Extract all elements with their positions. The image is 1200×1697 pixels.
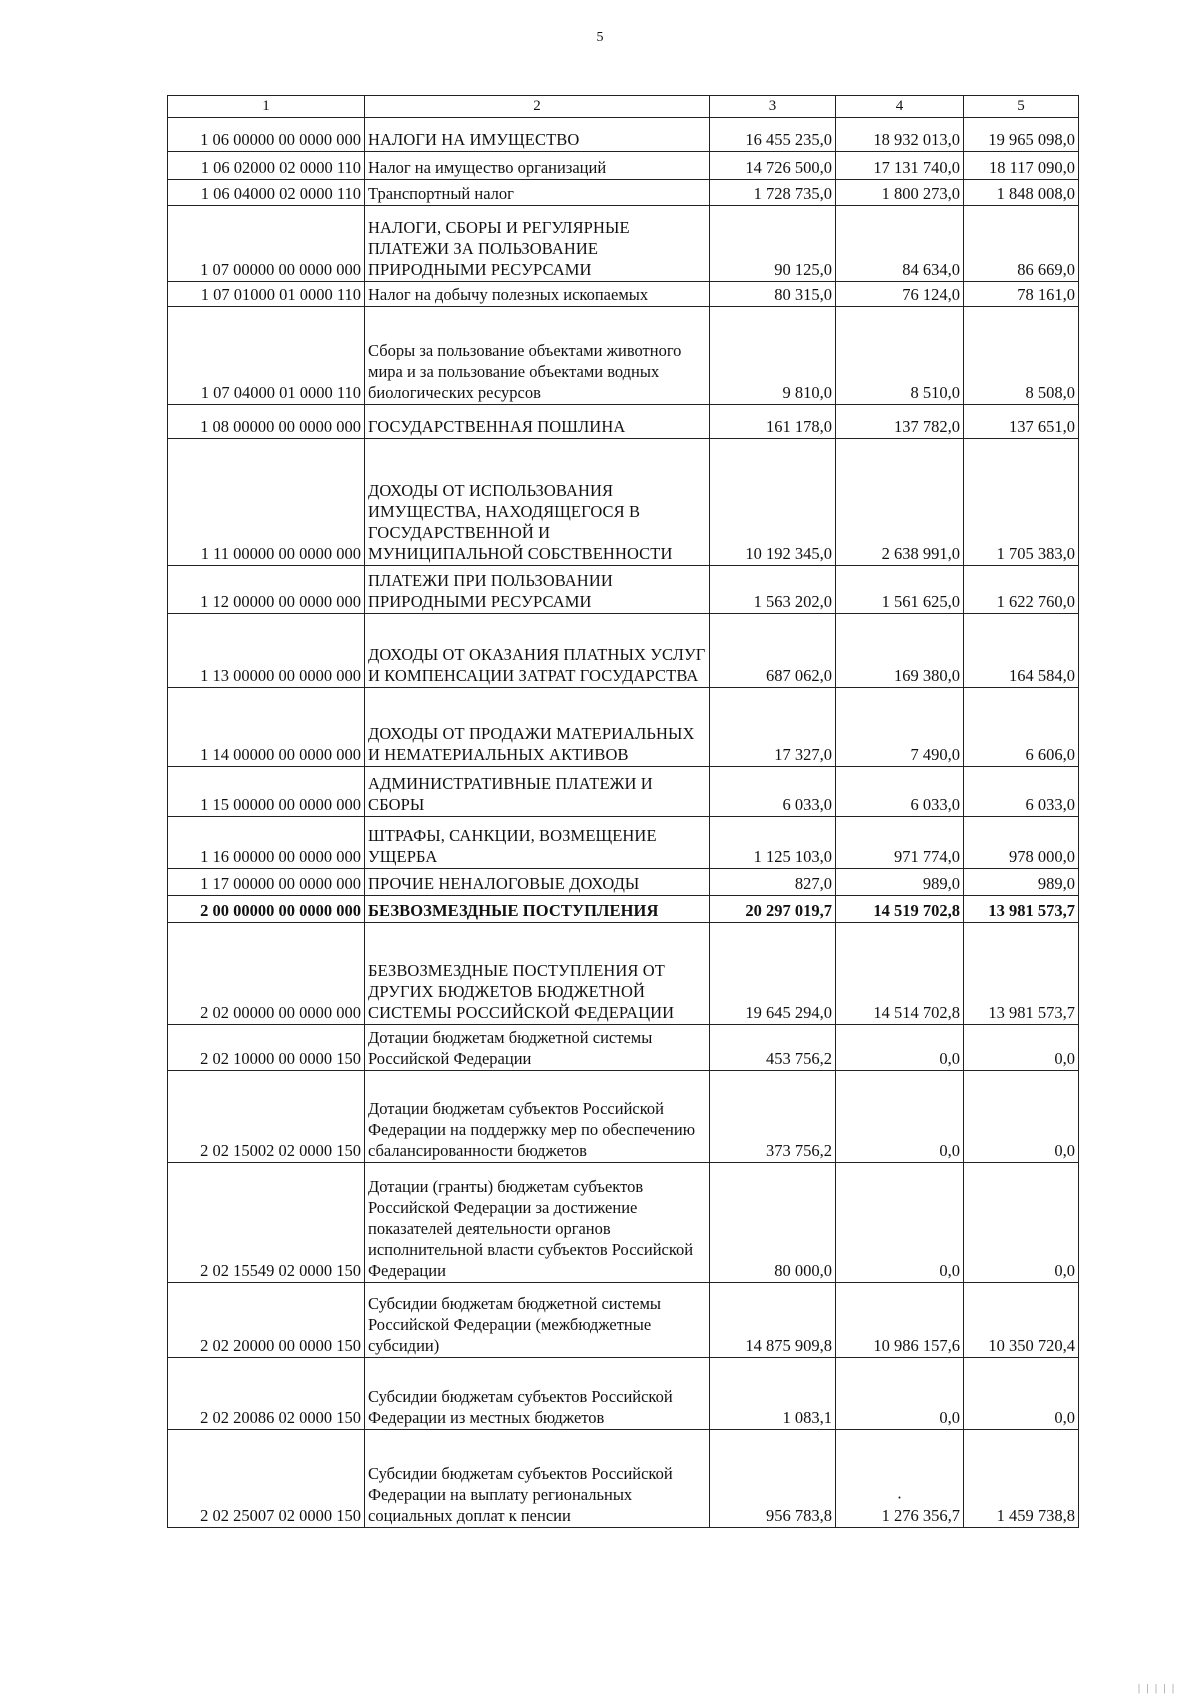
table-row bbox=[168, 896, 1079, 923]
table-row bbox=[168, 1071, 1079, 1163]
row-name: Сборы за пользование объектами животного мира и за пользование объектами водных биологических ресурсов bbox=[365, 307, 710, 405]
row-value-4-text: 1 276 356,7 bbox=[881, 1506, 960, 1525]
row-name: ПЛАТЕЖИ ПРИ ПОЛЬЗОВАНИИ ПРИРОДНЫМИ РЕСУРСАМИ bbox=[365, 566, 710, 614]
row-code: 2 02 00000 00 0000 000 bbox=[168, 923, 365, 1025]
row-value-5: 0,0 bbox=[964, 1071, 1079, 1163]
row-name: НАЛОГИ НА ИМУЩЕСТВО bbox=[365, 118, 710, 152]
row-name: Субсидии бюджетам бюджетной системы Российской Федерации (межбюджетные субсидии) bbox=[365, 1283, 710, 1358]
header-col-5: 5 bbox=[964, 96, 1079, 118]
row-value-3: 1 563 202,0 bbox=[710, 566, 836, 614]
table-row bbox=[168, 118, 1079, 152]
table-row bbox=[168, 180, 1079, 206]
table-row bbox=[168, 566, 1079, 614]
table-row bbox=[168, 1358, 1079, 1430]
row-value-4: 6 033,0 bbox=[836, 767, 964, 817]
row-value-4: 137 782,0 bbox=[836, 405, 964, 439]
row-code: 1 06 00000 00 0000 000 bbox=[168, 118, 365, 152]
row-name: ДОХОДЫ ОТ ПРОДАЖИ МАТЕРИАЛЬНЫХ И НЕМАТЕРИАЛЬНЫХ АКТИВОВ bbox=[365, 688, 710, 767]
row-value-5: 6 606,0 bbox=[964, 688, 1079, 767]
table-row bbox=[168, 282, 1079, 307]
row-code: 1 14 00000 00 0000 000 bbox=[168, 688, 365, 767]
table-row bbox=[168, 1430, 1079, 1528]
page-number: 5 bbox=[596, 30, 604, 45]
row-value-4: 10 986 157,6 bbox=[836, 1283, 964, 1358]
row-value-3: 161 178,0 bbox=[710, 405, 836, 439]
row-name: АДМИНИСТРАТИВНЫЕ ПЛАТЕЖИ И СБОРЫ bbox=[365, 767, 710, 817]
row-value-5: 13 981 573,7 bbox=[964, 896, 1079, 923]
row-code: 1 07 00000 00 0000 000 bbox=[168, 206, 365, 282]
row-value-3: 20 297 019,7 bbox=[710, 896, 836, 923]
row-value-5: 1 705 383,0 bbox=[964, 439, 1079, 566]
row-value-5: 8 508,0 bbox=[964, 307, 1079, 405]
row-code: 2 02 10000 00 0000 150 bbox=[168, 1025, 365, 1071]
table-row bbox=[168, 1025, 1079, 1071]
row-value-5: 10 350 720,4 bbox=[964, 1283, 1079, 1358]
table-row bbox=[168, 152, 1079, 180]
row-value-4: 14 519 702,8 bbox=[836, 896, 964, 923]
row-value-5: 0,0 bbox=[964, 1163, 1079, 1283]
scan-marks: | | | | | bbox=[1138, 1683, 1177, 1694]
row-value-4: 1 800 273,0 bbox=[836, 180, 964, 206]
row-value-4: 971 774,0 bbox=[836, 817, 964, 869]
table-row bbox=[168, 307, 1079, 405]
row-code: 1 15 00000 00 0000 000 bbox=[168, 767, 365, 817]
row-name: БЕЗВОЗМЕЗДНЫЕ ПОСТУПЛЕНИЯ bbox=[365, 896, 710, 923]
row-value-5: 0,0 bbox=[964, 1358, 1079, 1430]
row-code: 1 06 02000 02 0000 110 bbox=[168, 152, 365, 180]
row-code: 1 11 00000 00 0000 000 bbox=[168, 439, 365, 566]
row-value-4: 2 638 991,0 bbox=[836, 439, 964, 566]
row-name: ДОХОДЫ ОТ ОКАЗАНИЯ ПЛАТНЫХ УСЛУГ И КОМПЕНСАЦИИ ЗАТРАТ ГОСУДАРСТВА bbox=[365, 614, 710, 688]
row-value-5: 1 622 760,0 bbox=[964, 566, 1079, 614]
row-value-5: 13 981 573,7 bbox=[964, 923, 1079, 1025]
row-name: Налог на добычу полезных ископаемых bbox=[365, 282, 710, 307]
table-row bbox=[168, 923, 1079, 1025]
row-value-4: 84 634,0 bbox=[836, 206, 964, 282]
row-code: 1 07 04000 01 0000 110 bbox=[168, 307, 365, 405]
row-value-4: 0,0 bbox=[836, 1163, 964, 1283]
row-code: 2 00 00000 00 0000 000 bbox=[168, 896, 365, 923]
budget-table bbox=[167, 95, 1079, 1528]
row-name: Субсидии бюджетам субъектов Российской Федерации на выплату региональных социальных доплат к пенсии bbox=[365, 1430, 710, 1528]
row-name: Налог на имущество организаций bbox=[365, 152, 710, 180]
row-value-3: 17 327,0 bbox=[710, 688, 836, 767]
row-name: Субсидии бюджетам субъектов Российской Федерации из местных бюджетов bbox=[365, 1358, 710, 1430]
table-row bbox=[168, 869, 1079, 896]
row-code: 2 02 25007 02 0000 150 bbox=[168, 1430, 365, 1528]
row-value-4: 76 124,0 bbox=[836, 282, 964, 307]
row-name: НАЛОГИ, СБОРЫ И РЕГУЛЯРНЫЕ ПЛАТЕЖИ ЗА ПОЛЬЗОВАНИЕ ПРИРОДНЫМИ РЕСУРСАМИ bbox=[365, 206, 710, 282]
row-value-4: 18 932 013,0 bbox=[836, 118, 964, 152]
row-value-3: 19 645 294,0 bbox=[710, 923, 836, 1025]
row-value-4: 7 490,0 bbox=[836, 688, 964, 767]
row-code: 1 06 04000 02 0000 110 bbox=[168, 180, 365, 206]
row-value-5: 6 033,0 bbox=[964, 767, 1079, 817]
row-name: Транспортный налог bbox=[365, 180, 710, 206]
row-code: 1 12 00000 00 0000 000 bbox=[168, 566, 365, 614]
row-value-5: 1 848 008,0 bbox=[964, 180, 1079, 206]
row-value-5: 1 459 738,8 bbox=[964, 1430, 1079, 1528]
table-row bbox=[168, 817, 1079, 869]
row-value-3: 1 728 735,0 bbox=[710, 180, 836, 206]
table-row bbox=[168, 614, 1079, 688]
table-row bbox=[168, 1283, 1079, 1358]
row-value-3: 9 810,0 bbox=[710, 307, 836, 405]
row-value-4: 0,0 bbox=[836, 1025, 964, 1071]
table-row bbox=[168, 688, 1079, 767]
row-code: 1 13 00000 00 0000 000 bbox=[168, 614, 365, 688]
table-row bbox=[168, 767, 1079, 817]
row-value-4 bbox=[836, 1430, 964, 1528]
row-value-4: 0,0 bbox=[836, 1358, 964, 1430]
row-code: 1 17 00000 00 0000 000 bbox=[168, 869, 365, 896]
row-value-3: 956 783,8 bbox=[710, 1430, 836, 1528]
row-value-5: 19 965 098,0 bbox=[964, 118, 1079, 152]
row-value-3: 14 875 909,8 bbox=[710, 1283, 836, 1358]
row-value-4: 0,0 bbox=[836, 1071, 964, 1163]
row-value-5: 18 117 090,0 bbox=[964, 152, 1079, 180]
row-code: 2 02 15002 02 0000 150 bbox=[168, 1071, 365, 1163]
row-value-3: 6 033,0 bbox=[710, 767, 836, 817]
row-value-5: 86 669,0 bbox=[964, 206, 1079, 282]
stray-dot-mark: · bbox=[896, 1488, 903, 1507]
row-value-4: 1 561 625,0 bbox=[836, 566, 964, 614]
row-name: Дотации (гранты) бюджетам субъектов Российской Федерации за достижение показателей деятельности органов исполнительной власти субъектов Российской Федерации bbox=[365, 1163, 710, 1283]
header-col-1: 1 bbox=[168, 96, 365, 118]
row-value-5: 989,0 bbox=[964, 869, 1079, 896]
row-value-5: 137 651,0 bbox=[964, 405, 1079, 439]
row-value-3: 16 455 235,0 bbox=[710, 118, 836, 152]
row-name: ГОСУДАРСТВЕННАЯ ПОШЛИНА bbox=[365, 405, 710, 439]
header-col-3: 3 bbox=[710, 96, 836, 118]
table-header-row bbox=[168, 96, 1079, 118]
row-name: ШТРАФЫ, САНКЦИИ, ВОЗМЕЩЕНИЕ УЩЕРБА bbox=[365, 817, 710, 869]
row-code: 1 07 01000 01 0000 110 bbox=[168, 282, 365, 307]
row-value-3: 687 062,0 bbox=[710, 614, 836, 688]
row-value-4: 14 514 702,8 bbox=[836, 923, 964, 1025]
table-row bbox=[168, 439, 1079, 566]
row-name: ДОХОДЫ ОТ ИСПОЛЬЗОВАНИЯ ИМУЩЕСТВА, НАХОДЯЩЕГОСЯ В ГОСУДАРСТВЕННОЙ И МУНИЦИПАЛЬНОЙ СОБСТВЕННОСТИ bbox=[365, 439, 710, 566]
row-value-3: 1 125 103,0 bbox=[710, 817, 836, 869]
row-value-3: 80 000,0 bbox=[710, 1163, 836, 1283]
row-code: 1 16 00000 00 0000 000 bbox=[168, 817, 365, 869]
row-code: 2 02 15549 02 0000 150 bbox=[168, 1163, 365, 1283]
row-name: БЕЗВОЗМЕЗДНЫЕ ПОСТУПЛЕНИЯ ОТ ДРУГИХ БЮДЖЕТОВ БЮДЖЕТНОЙ СИСТЕМЫ РОССИЙСКОЙ ФЕДЕРАЦИИ bbox=[365, 923, 710, 1025]
row-value-3: 453 756,2 bbox=[710, 1025, 836, 1071]
row-name: ПРОЧИЕ НЕНАЛОГОВЫЕ ДОХОДЫ bbox=[365, 869, 710, 896]
row-value-3: 90 125,0 bbox=[710, 206, 836, 282]
row-value-4: 989,0 bbox=[836, 869, 964, 896]
row-value-5: 78 161,0 bbox=[964, 282, 1079, 307]
header-col-4: 4 bbox=[836, 96, 964, 118]
row-value-3: 10 192 345,0 bbox=[710, 439, 836, 566]
row-value-5: 978 000,0 bbox=[964, 817, 1079, 869]
row-value-4: 17 131 740,0 bbox=[836, 152, 964, 180]
row-name: Дотации бюджетам субъектов Российской Федерации на поддержку мер по обеспечению сбалансированности бюджетов bbox=[365, 1071, 710, 1163]
row-name: Дотации бюджетам бюджетной системы Российской Федерации bbox=[365, 1025, 710, 1071]
row-value-3: 827,0 bbox=[710, 869, 836, 896]
row-value-3: 14 726 500,0 bbox=[710, 152, 836, 180]
row-value-5: 164 584,0 bbox=[964, 614, 1079, 688]
row-code: 2 02 20086 02 0000 150 bbox=[168, 1358, 365, 1430]
table-row bbox=[168, 206, 1079, 282]
row-value-3: 80 315,0 bbox=[710, 282, 836, 307]
header-col-2: 2 bbox=[365, 96, 710, 118]
row-value-3: 1 083,1 bbox=[710, 1358, 836, 1430]
row-value-5: 0,0 bbox=[964, 1025, 1079, 1071]
table-row bbox=[168, 405, 1079, 439]
row-value-3: 373 756,2 bbox=[710, 1071, 836, 1163]
row-value-4: 169 380,0 bbox=[836, 614, 964, 688]
row-code: 2 02 20000 00 0000 150 bbox=[168, 1283, 365, 1358]
table-row bbox=[168, 1163, 1079, 1283]
row-value-4: 8 510,0 bbox=[836, 307, 964, 405]
row-code: 1 08 00000 00 0000 000 bbox=[168, 405, 365, 439]
